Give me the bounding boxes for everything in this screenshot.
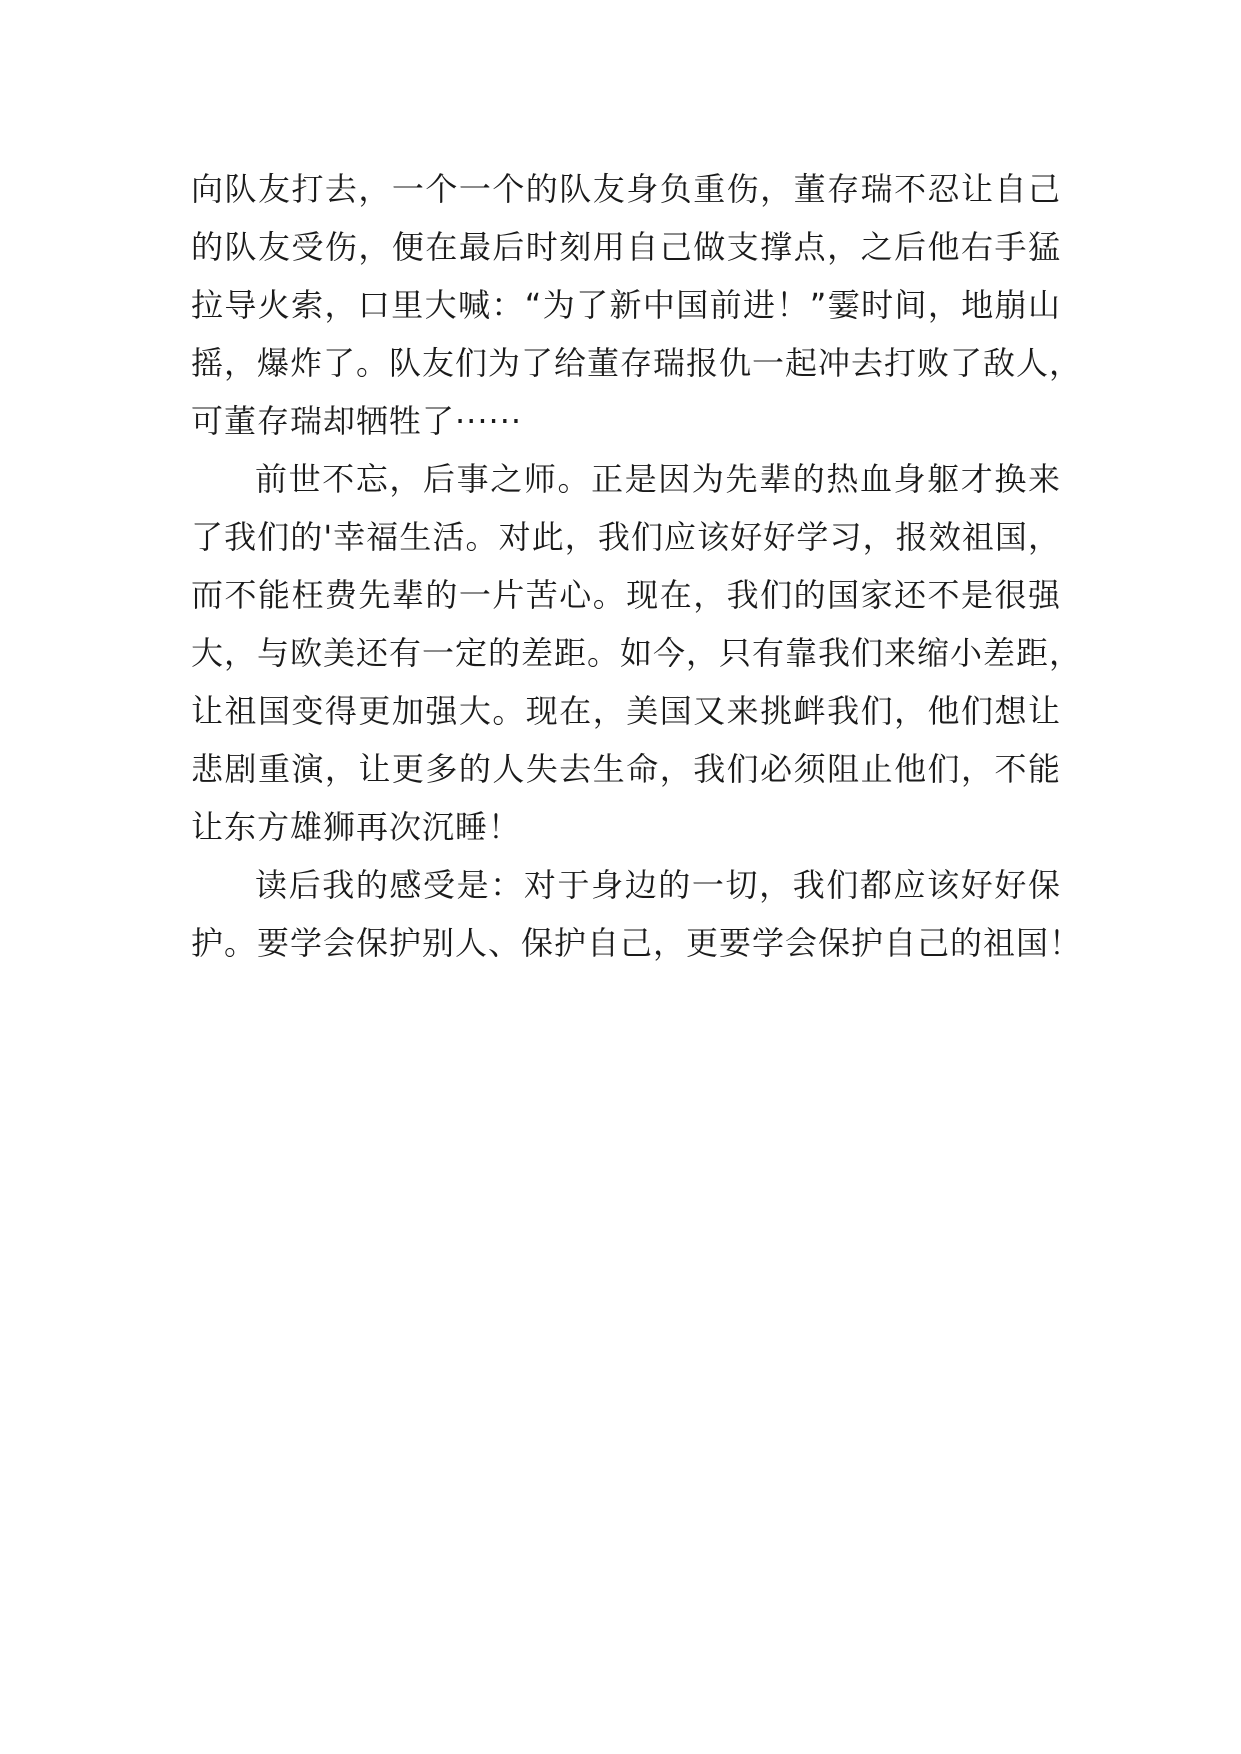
text-line: 而不能枉费先辈的一片苦心。现在，我们的国家还不是很强 [191,576,1061,614]
text-line: 拉导火索，口里大喊：“为了新中国前进！”霎时间，地崩山 [191,286,1061,324]
text-line: 向队友打去，一个一个的队友身负重伤，董存瑞不忍让自己 [191,170,1061,208]
text-line: 的队友受伤，便在最后时刻用自己做支撑点，之后他右手猛 [191,228,1061,266]
text-line: 可董存瑞却牺牲了······ [191,402,523,440]
text-line: 护。要学会保护别人、保护自己，更要学会保护自己的祖国！ [191,924,1083,962]
text-line: 摇，爆炸了。队友们为了给董存瑞报仇一起冲去打败了敌人， [191,344,1083,382]
text-line: 让东方雄狮再次沉睡！ [191,808,522,846]
text-line: 前世不忘，后事之师。正是因为先辈的热血身躯才换来 [255,460,1061,498]
text-line: 大，与欧美还有一定的差距。如今，只有靠我们来缩小差距， [191,634,1083,672]
text-line: 让祖国变得更加强大。现在，美国又来挑衅我们，他们想让 [191,692,1061,730]
body-text [191,160,1083,972]
text-line: 了我们的'幸福生活。对此，我们应该好好学习，报效祖国， [191,518,1061,556]
text-line: 读后我的感受是：对于身边的一切，我们都应该好好保 [255,866,1061,904]
text-line: 悲剧重演，让更多的人失去生命，我们必须阻止他们，不能 [191,750,1061,788]
